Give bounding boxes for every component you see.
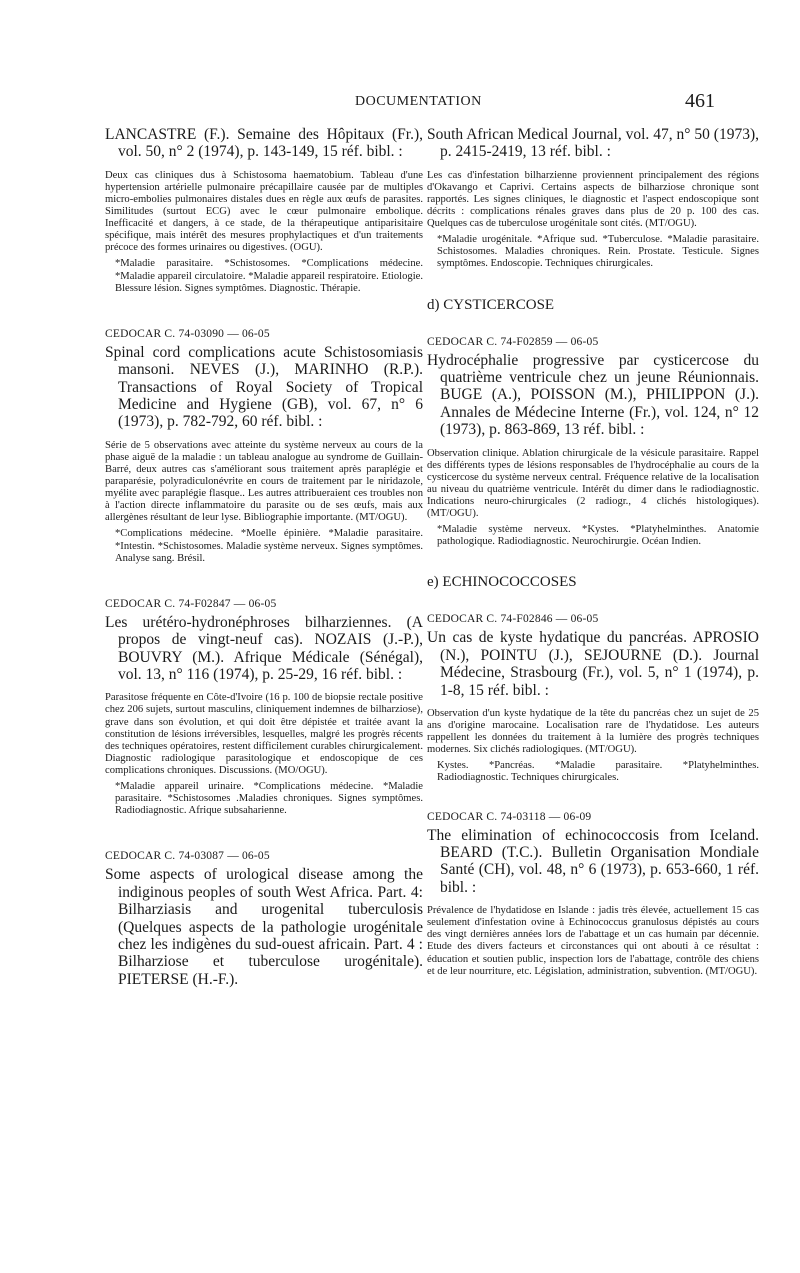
page-header xyxy=(100,90,715,120)
entry-abstract: Prévalence de l'hydatidose en Islande : jadis très élevée, actuellement 15 cas seulement d'infestation ovine à Echinococcus granulosus dépistés au cours des vingt dernières années lors de l'abattage et un cas humain par décennie. Etude des divers facteurs et circonstances qui ont abouti à ce résultat : éducation et soutien public, inspection lors de l'abattage, contrôle des chiens et de leur nourriture, etc. Législation, administration, subvention. (MT/OGU). xyxy=(427,905,759,977)
entry-lancastre xyxy=(105,126,423,295)
entry-abstract: Série de 5 observations avec atteinte du système nerveux au cours de la phase aiguë de la maladie : un tableau analogue au syndrome de Guillain-Barré, deux autres cas s'améliorant sous traitement après paraplégie et paraparésie, polyradiculonévrite en cours de traitement par le niridazole, myélite avec paraplégie flasque.. Les autres attribueraient ces troubles non à l'action directe inflammatoire du parasite ou de ses œufs, mais aux allergènes résultant de leur lyse. Bibliographie importante. (MT/OGU). xyxy=(105,439,423,524)
entry-reference: CEDOCAR C. 74-F02847 — 06-05 xyxy=(105,597,277,610)
entry-keywords: Kystes. *Pancréas. *Maladie parasitaire. *Platyhelminthes. Radiodiagnostic. Techniques chirurgicales. xyxy=(437,760,759,784)
entry-keywords: *Maladie urogénitale. *Afrique sud. *Tuberculose. *Maladie parasitaire. Schistosomes. Maladies chroniques. Rein. Prostate. Testicule. Signes symptômes. Endoscopie. Techniques chirurgicales. xyxy=(437,234,759,270)
entry-beard xyxy=(427,811,759,978)
entry-abstract: Observation clinique. Ablation chirurgicale de la vésicule parasitaire. Rappel des différents types de lésions responsables de l'hydrocéphalie au cours de la cysticercose du système nerveux central. Fréquence relative de la localisation au niveau du quatrième ventricule. Intérêt du dimer dans le radiodiagnostic. Indications neuro-chirurgicales (2 radiogr., 4 clichés histologiques). (MT/OGU). xyxy=(427,447,759,520)
entry-pieterse-continued xyxy=(427,126,759,271)
running-title: DOCUMENTATION xyxy=(355,94,482,109)
section-heading-cysticercose: d) CYSTICERCOSE xyxy=(427,296,555,313)
entry-pieterse xyxy=(105,850,423,988)
entry-abstract: Les cas d'infestation bilharzienne proviennent principalement des régions d'Okavango et Caprivi. Certains aspects de bilharziose chronique sont rapportés. Les signes cliniques, le diagnostic et l'aspect endoscopique sont décrits : complications rénales graves dans plus de 20 p. 100 des cas. Quelques cas de tuberculose urogénitale sont cités. (MT/OGU). xyxy=(427,169,759,230)
entry-abstract: Observation d'un kyste hydatique de la tête du pancréas chez un sujet de 25 ans d'origine marocaine. Localisation rare de l'hydatidose. Les auteurs rappellent les données du traitement à la lumière des progrès techniques modernes. Six clichés radiologiques. (MT/OGU). xyxy=(427,707,759,756)
entry-reference: CEDOCAR C. 74-03118 — 06-09 xyxy=(427,810,592,823)
entry-title: Les urétéro-hydronéphroses bilharziennes. (A propos de vingt-neuf cas). NOZAIS (J.-P.), BOUVRY (M.). Afrique Médicale (Sénégal), vol. 13, n° 116 (1974), p. 25-29, 16 réf. bibl. : xyxy=(105,613,423,683)
entry-keywords: *Complications médecine. *Moelle épinière. *Maladie parasitaire. *Intestin. *Schistosomes. Maladie système nerveux. Signes symptômes. Analyse sang. Brésil. xyxy=(115,528,423,564)
entry-reference: CEDOCAR C. 74-F02859 — 06-05 xyxy=(427,335,599,348)
right-column xyxy=(427,126,759,982)
entry-title: LANCASTRE (F.). Semaine des Hôpitaux (Fr.), vol. 50, n° 2 (1974), p. 143-149, 15 réf. bibl. : xyxy=(105,126,423,161)
entry-reference: CEDOCAR C. 74-03090 — 06-05 xyxy=(105,327,270,340)
entry-title: Some aspects of urological disease among the indiginous peoples of south West Africa. Part. 4: Bilharziasis and urogenital tuberculosis (Quelques aspects de la pathologie urogénitale chez les indigènes du sud-ouest africain. Part. 4 : Bilharziose et tuberculose urogénitale). PIETERSE (H.-F.). xyxy=(105,866,423,988)
entry-abstract: Deux cas cliniques dus à Schistosoma haematobium. Tableau d'une hypertension artérielle pulmonaire précapillaire causée par de multiples micro-embolies pulmonaires distales dues en règle aux œufs de parasites. Similitudes (surtout ECG) avec le cœur pulmonaire embolique. Inefficacité et dangers, à ce stade, de la thérapeutique antiparisitaire spécifique, mais intérêt des mesures prophylactiques et d'un traitements précoce des formes urinaires ou digestives. (OGU). xyxy=(105,169,423,254)
entry-neves xyxy=(105,328,423,565)
left-column xyxy=(105,126,423,997)
entry-abstract: Parasitose fréquente en Côte-d'Ivoire (16 p. 100 de biopsie rectale positive chez 206 sujets, surtout masculins, cliniquement indemnes de bilharziose), grave dans son évolution, et qui doit être dépistée et traitée avant la constitution de lésions irréversibles, lesquelles, malgré les progrès récents des techniques opératoires, restent difficilement curables chirurgicalement. Diagnostic radiologique parasitologique et endoscopique de ces complications chroniques. Discussions. (MO/OGU). xyxy=(105,692,423,776)
entry-keywords: *Maladie parasitaire. *Schistosomes. *Complications médecine. *Maladie appareil circulatoire. *Maladie appareil respiratoire. Etiologie. Blessure lésion. Signes symptômes. Diagnostic. Thérapie. xyxy=(115,258,423,294)
entry-buge xyxy=(427,336,759,549)
entry-keywords: *Maladie appareil urinaire. *Complications médecine. *Maladie parasitaire. *Schistosomes .Maladies chroniques. Signes symptômes. Radiodiagnostic. Afrique subsaharienne. xyxy=(115,781,423,817)
page-number: 461 xyxy=(685,90,715,112)
entry-aprosio xyxy=(427,613,759,784)
entry-title: The elimination of echinococcosis from Iceland. BEARD (T.C.). Bulletin Organisation Mondiale Santé (CH), vol. 48, n° 6 (1973), p. 653-660, 1 réf. bibl. : xyxy=(427,826,759,896)
entry-title: Spinal cord complications acute Schistosomiasis mansoni. NEVES (J.), MARINHO (R.P.). Transactions of Royal Society of Tropical Medicine and Hygiene (GB), vol. 67, n° 6 (1973), p. 782-792, 60 réf. bibl. : xyxy=(105,343,423,431)
entry-reference: CEDOCAR C. 74-03087 — 06-05 xyxy=(105,850,270,863)
entry-reference: CEDOCAR C. 74-F02846 — 06-05 xyxy=(427,613,599,626)
entry-title: Un cas de kyste hydatique du pancréas. APROSIO (N.), POINTU (J.), SEJOURNE (D.). Journal Médecine, Strasbourg (Fr.), vol. 5, n° 1 (1974), p. 1-8, 15 réf. bibl. : xyxy=(427,629,759,699)
section-heading-echinococcoses: e) ECHINOCOCCOSES xyxy=(427,574,577,591)
entry-title: South African Medical Journal, vol. 47, n° 50 (1973), p. 2415-2419, 13 réf. bibl. : xyxy=(427,126,759,161)
entry-title: Hydrocéphalie progressive par cysticercose du quatrième ventricule chez un jeune Réunionnais. BUGE (A.), POISSON (M.), PHILIPPON (J.). Annales de Médecine Interne (Fr.), vol. 124, n° 12 (1973), p. 863-869, 13 réf. bibl. : xyxy=(427,351,759,439)
entry-keywords: *Maladie système nerveux. *Kystes. *Platyhelminthes. Anatomie pathologique. Radiodiagnostic. Neurochirurgie. Océan Indien. xyxy=(437,524,759,548)
entry-nozais xyxy=(105,598,423,818)
